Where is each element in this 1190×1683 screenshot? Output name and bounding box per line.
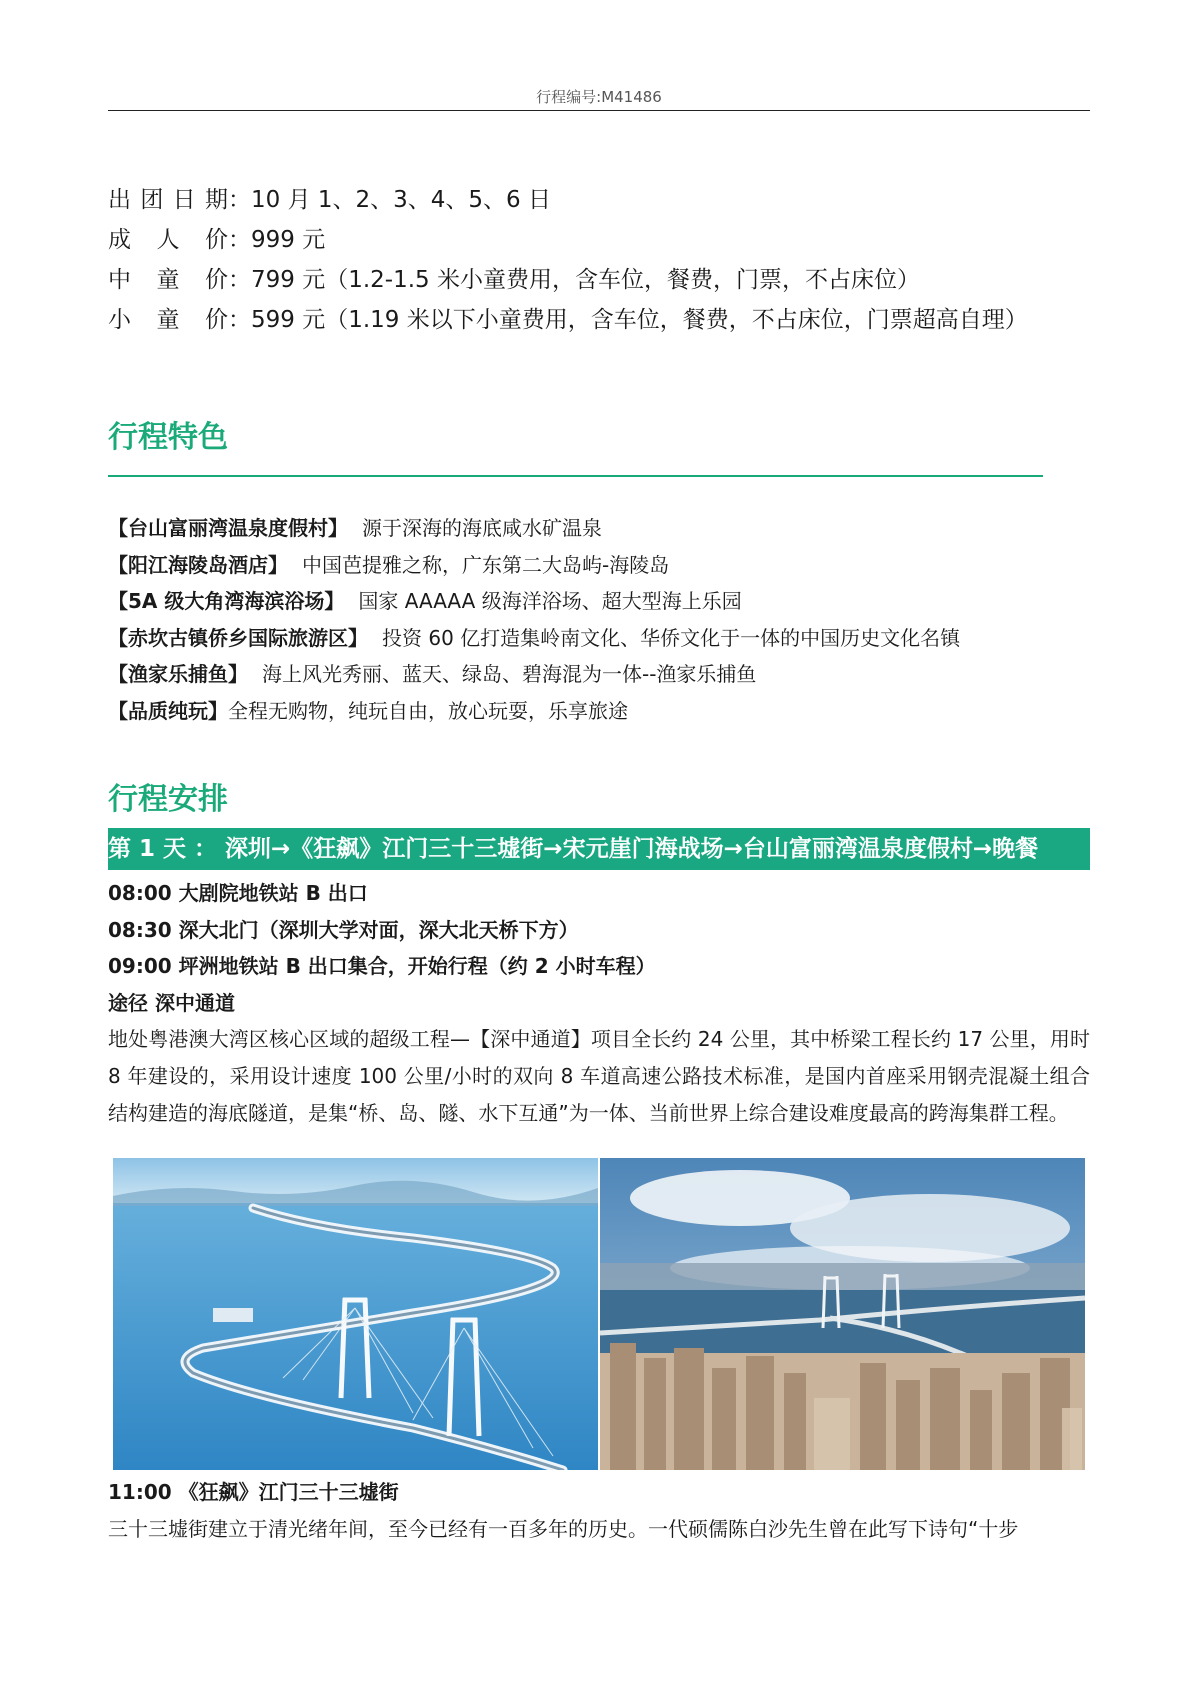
feature-desc: 国家 AAAAA 级海洋浴场、超大型海上乐园 [358, 589, 742, 613]
info-row-adult: 成 人 价 ： 999 元 [108, 220, 1028, 260]
features-title: 行程特色 [108, 420, 228, 455]
bridge-photo-left [113, 1158, 598, 1470]
feature-item [108, 620, 960, 657]
info-row-infant: 小 童 价 ： 599 元（1.19 米以下小童费用，含车位，餐费，不占床位，门票超高自理） [108, 300, 1028, 340]
document-code: 行程编号:M41486 [536, 88, 662, 106]
itinerary-title: 行程安排 [108, 782, 228, 817]
feature-item [108, 510, 960, 547]
feature-name: 【台山富丽湾温泉度假村】 [108, 516, 348, 540]
bridge-photos [113, 1158, 1085, 1470]
feature-desc: 海上风光秀丽、蓝天、绿岛、碧海混为一体--渔家乐捕鱼 [262, 662, 757, 686]
feature-desc: 源于深海的海底咸水矿温泉 [362, 516, 602, 540]
features-list [108, 510, 960, 729]
info-value: 599 元（1.19 米以下小童费用，含车位，餐费，不占床位，门票超高自理） [251, 307, 1028, 333]
feature-item [108, 547, 960, 584]
info-value: 999 元 [251, 227, 326, 253]
feature-desc: 全程无购物，纯玩自由，放心玩耍，乐享旅途 [228, 698, 628, 723]
info-row-child: 中 童 价 ： 799 元（1.2-1.5 米小童费用，含车位，餐费，门票，不占床位） [108, 260, 1028, 300]
info-row-date: 出 团 日 期 ： 10 月 1、2、3、4、5、6 日 [108, 180, 1028, 220]
feature-name: 【赤坎古镇侨乡国际旅游区】 [108, 625, 368, 650]
schedule-line: 途径 深中通道 [108, 990, 235, 1015]
feature-item [108, 656, 960, 693]
departure-info [108, 180, 1028, 340]
info-label: 出 团 日 期 [108, 187, 228, 213]
day-1-stop-2 [108, 1474, 1090, 1548]
header-divider [108, 110, 1090, 111]
bridge-city-image [600, 1158, 1085, 1470]
day-1-title-bar: 第 1 天 ： 深圳→《狂飙》江门三十三墟街→宋元崖门海战场→台山富丽湾温泉度假村→晚餐 [108, 828, 1090, 870]
feature-name: 【阳江海陵岛酒店】 [108, 552, 288, 577]
feature-item [108, 693, 960, 730]
info-value: 799 元（1.2-1.5 米小童费用，含车位，餐费，门票，不占床位） [251, 267, 920, 293]
bridge-aerial-image [113, 1158, 598, 1470]
day-1-schedule [108, 875, 1090, 1132]
schedule-line: 08:30 深大北门（深圳大学对面，深大北天桥下方） [108, 917, 579, 942]
schedule-line: 08:00 大剧院地铁站 B 出口 [108, 881, 368, 905]
info-label: 成 人 价 [108, 227, 228, 253]
feature-desc: 投资 60 亿打造集岭南文化、华侨文化于一体的中国历史文化名镇 [382, 625, 961, 650]
info-value: 10 月 1、2、3、4、5、6 日 [251, 187, 551, 213]
bridge-photo-right [600, 1158, 1085, 1470]
schedule-line: 11:00 《狂飙》江门三十三墟街 [108, 1480, 399, 1504]
features-divider [108, 475, 1043, 477]
stop-2-description: 三十三墟街建立于清光绪年间，至今已经有一百多年的历史。一代硕儒陈白沙先生曾在此写下诗句“十步 [108, 1517, 1019, 1541]
shenzhong-description: 地处粤港澳大湾区核心区域的超级工程—【深中通道】项目全长约 24 公里，其中桥梁工程长约 17 公里，用时 8 年建设的，采用设计速度 100 公里/小时的双向 8 车道高速公路技术标准，是国内首座采用钢壳混凝土组合结构建造的海底隧道，是集“桥、岛、隧、水下互通”为一体、当前世界上综合建设难度最高的跨海集群工程。 [108, 1027, 1090, 1125]
feature-desc: 中国芭提雅之称，广东第二大岛屿-海陵岛 [302, 552, 670, 577]
info-label: 中 童 价 [108, 267, 228, 293]
feature-item [108, 583, 960, 620]
feature-name: 【5A 级大角湾海滨浴场】 [108, 589, 345, 613]
feature-name: 【品质纯玩】 [108, 698, 228, 723]
feature-name: 【渔家乐捕鱼】 [108, 662, 248, 686]
info-label: 小 童 价 [108, 307, 228, 333]
schedule-line: 09:00 坪洲地铁站 B 出口集合，开始行程（约 2 小时车程） [108, 954, 656, 978]
